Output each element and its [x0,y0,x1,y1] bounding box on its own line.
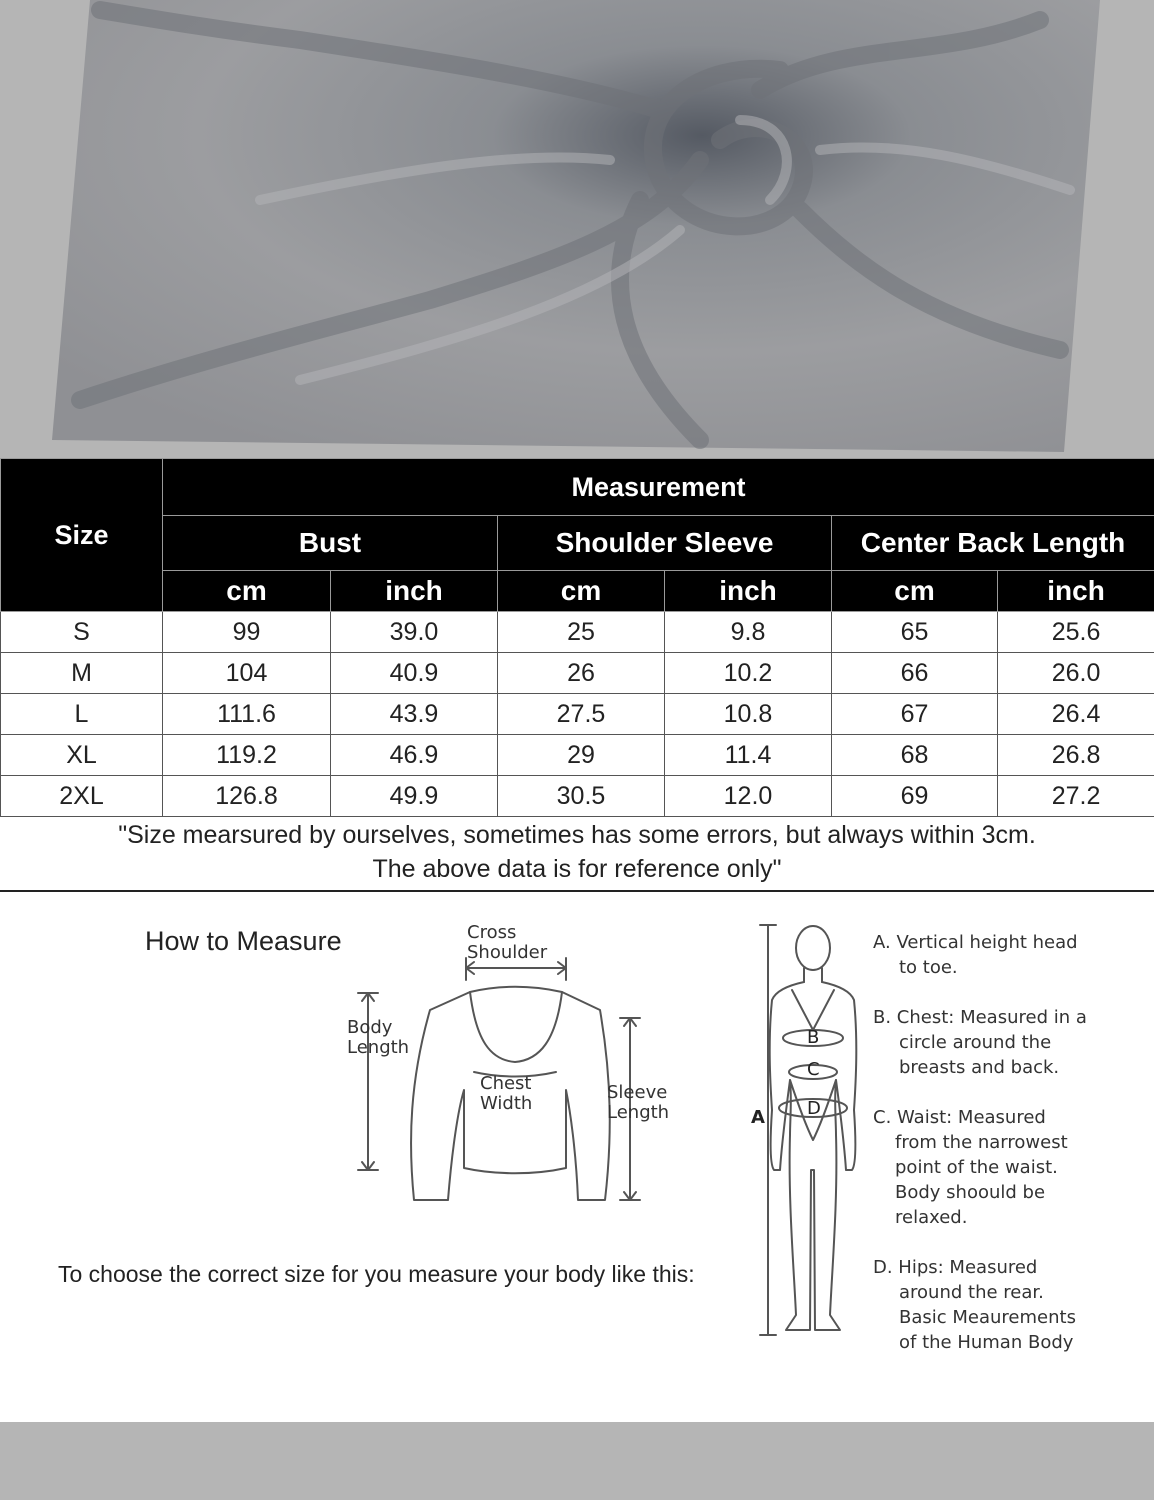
center-back-length-header: Center Back Length [832,516,1154,571]
value-cell: 25 [498,612,665,653]
value-cell: 26.8 [998,735,1154,776]
value-cell: 10.8 [665,694,832,735]
value-cell: 49.9 [331,776,498,817]
value-cell: 29 [498,735,665,776]
value-cell: 119.2 [163,735,331,776]
unit-header: inch [998,571,1154,612]
value-cell: 126.8 [163,776,331,817]
size-cell: L [1,694,163,735]
letter-c: C [807,1059,820,1080]
value-cell: 25.6 [998,612,1154,653]
bottom-gray-band [0,1422,1154,1500]
how-to-measure-title: How to Measure [145,926,342,956]
body-figure-head [796,926,830,970]
desc-a: A. Vertical height head to toe. [873,932,1078,978]
unit-header: cm [163,571,331,612]
letter-a: A [751,1107,765,1128]
value-cell: 99 [163,612,331,653]
value-cell: 12.0 [665,776,832,817]
value-cell: 69 [832,776,998,817]
value-cell: 26.4 [998,694,1154,735]
desc-c: C. Waist: Measured from the narrowest point of the waist. Body shoould be relaxed. [873,1107,1068,1228]
value-cell: 9.8 [665,612,832,653]
note-line: The above data is for reference only" [372,855,782,883]
value-cell: 40.9 [331,653,498,694]
value-cell: 68 [832,735,998,776]
unit-header: inch [665,571,832,612]
desc-d: D. Hips: Measured around the rear. Basic Meaurements of the Human Body [873,1257,1076,1353]
value-cell: 30.5 [498,776,665,817]
value-cell: 111.6 [163,694,331,735]
value-cell: 104 [163,653,331,694]
size-cell: S [1,612,163,653]
size-cell: 2XL [1,776,163,817]
sleeve-length-label: Sleeve Length [607,1082,670,1123]
value-cell: 27.2 [998,776,1154,817]
value-cell: 65 [832,612,998,653]
value-cell: 10.2 [665,653,832,694]
value-cell: 66 [832,653,998,694]
value-cell: 39.0 [331,612,498,653]
value-cell: 46.9 [331,735,498,776]
unit-header: cm [498,571,665,612]
chest-width-label: Chest Width [480,1073,533,1114]
value-cell: 26 [498,653,665,694]
shoulder-sleeve-header: Shoulder Sleeve [498,516,832,571]
unit-header: inch [331,571,498,612]
note-line: "Size mearsured by ourselves, sometimes has some errors, but always within 3cm. [118,821,1036,849]
letter-b: B [807,1027,820,1048]
value-cell: 27.5 [498,694,665,735]
value-cell: 67 [832,694,998,735]
size-cell: M [1,653,163,694]
value-cell: 26.0 [998,653,1154,694]
value-cell: 43.9 [331,694,498,735]
letter-d: D [807,1098,821,1119]
body-length-label: Body Length [347,1017,410,1058]
size-cell: XL [1,735,163,776]
choose-size-text: To choose the correct size for you measure your body like this: [58,1261,695,1287]
bust-header: Bust [163,516,498,571]
value-cell: 11.4 [665,735,832,776]
desc-b: B. Chest: Measured in a circle around the breasts and back. [873,1007,1087,1078]
cross-shoulder-label: Cross Shoulder [467,922,548,963]
unit-header: cm [832,571,998,612]
measurement-header: Measurement [163,459,1154,516]
size-column-header: Size [1,459,163,612]
